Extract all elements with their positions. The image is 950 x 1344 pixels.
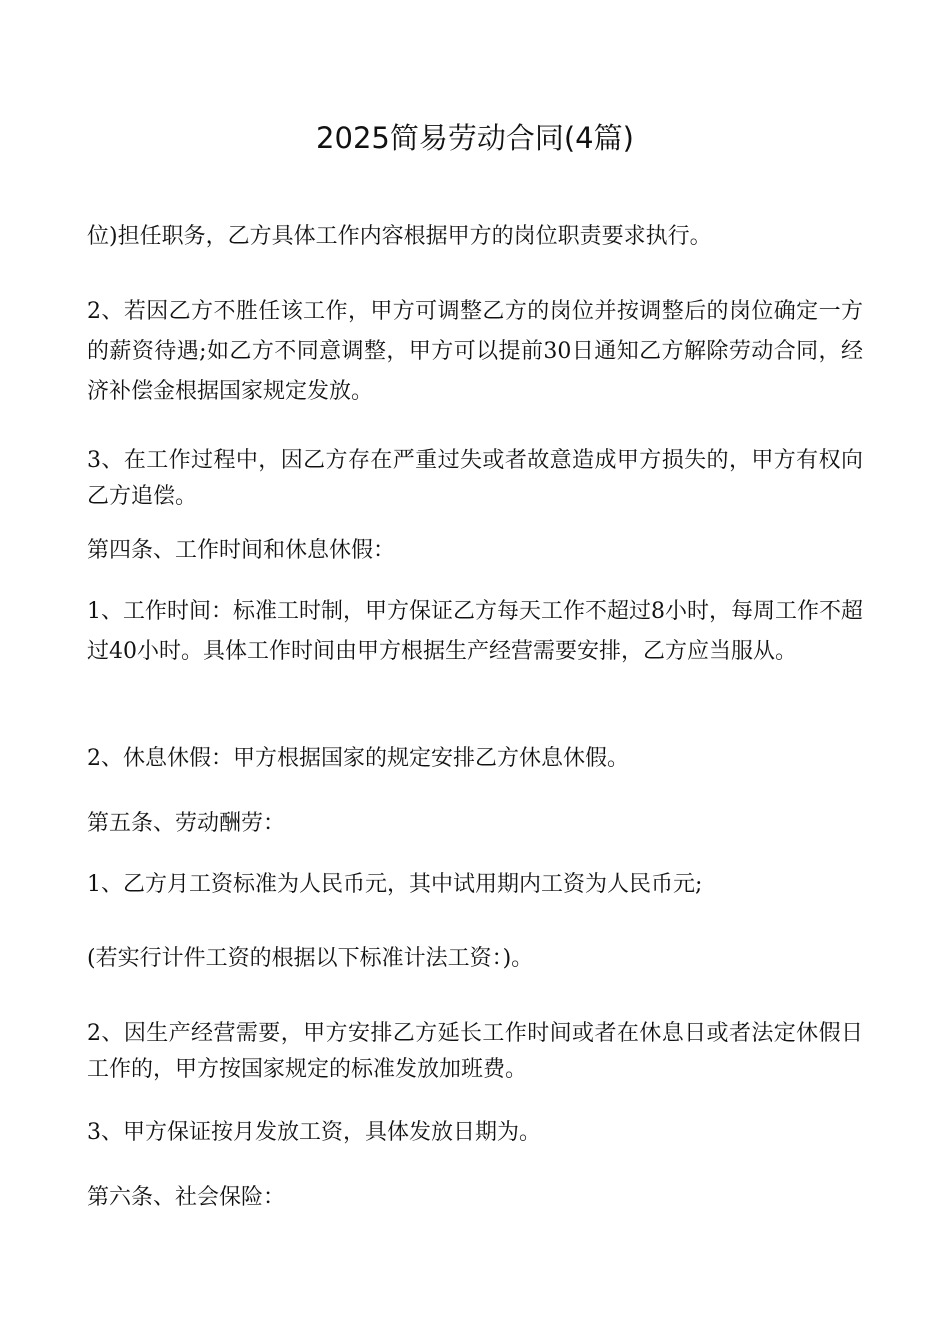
paragraph-piece-rate: (若实行计件工资的根据以下标准计法工资：)。: [87, 946, 534, 971]
paragraph-job-duties: 位)担任职务，乙方具体工作内容根据甲方的岗位职责要求执行。: [87, 224, 712, 249]
paragraph-overtime-pay: 2、因生产经营需要，甲方安排乙方延长工作时间或者在休息日或者法定休假日工作的，甲方按国家规定的标准发放加班费。: [87, 1021, 863, 1082]
paragraph-position-adjustment: 2、若因乙方不胜任该工作，甲方可调整乙方的岗位并按调整后的岗位确定一方的薪资待遇;如乙方不同意调整，甲方可以提前30日通知乙方解除劳动合同，经济补偿金根据国家规定发放。: [87, 299, 863, 404]
paragraph-working-time: 1、工作时间：标准工时制，甲方保证乙方每天工作不超过8小时，每周工作不超过40小时。具体工作时间由甲方根据生产经营需要安排，乙方应当服从。: [87, 599, 863, 664]
section-heading-working-hours: 第四条、工作时间和休息休假：: [87, 538, 396, 563]
section-heading-remuneration: 第五条、劳动酬劳：: [87, 811, 286, 836]
section-heading-social-insurance: 第六条、社会保险：: [87, 1185, 286, 1210]
document-title: 2025简易劳动合同(4篇): [316, 121, 634, 155]
paragraph-monthly-wage: 1、乙方月工资标准为人民币元，其中试用期内工资为人民币元;: [87, 872, 703, 897]
paragraph-pay-date: 3、甲方保证按月发放工资，具体发放日期为。: [87, 1120, 541, 1145]
paragraph-compensation-claim: 3、在工作过程中，因乙方存在严重过失或者故意造成甲方损失的，甲方有权向乙方追偿。: [87, 448, 863, 509]
paragraph-rest-leave: 2、休息休假：甲方根据国家的规定安排乙方休息休假。: [87, 746, 629, 771]
